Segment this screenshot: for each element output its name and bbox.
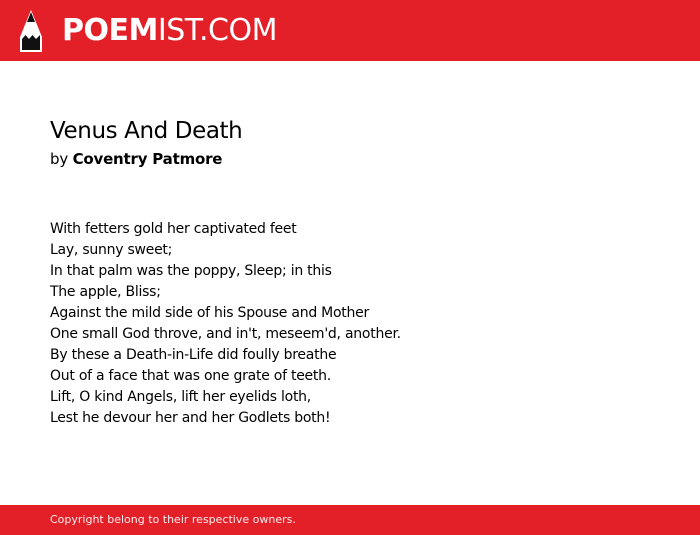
poem-line: By these a Death-in-Life did foully breathe: [50, 347, 337, 363]
pencil-icon[interactable]: [18, 10, 44, 52]
logo-light-text: IST.COM: [157, 13, 277, 48]
by-label: by: [50, 150, 68, 168]
poem-line: The apple, Bliss;: [50, 284, 161, 300]
poem-line: Lift, O kind Angels, lift her eyelids loth,: [50, 389, 312, 405]
logo-bold-text: POEM: [62, 13, 158, 48]
site-footer: [0, 505, 700, 535]
author-name: Coventry Patmore: [72, 150, 223, 168]
poem-line: Against the mild side of his Spouse and Mother: [50, 305, 370, 321]
byline: [50, 149, 222, 169]
site-header: [0, 0, 700, 61]
poem-line: Lest he devour her and her Godlets both!: [50, 410, 331, 426]
poem-line: Out of a face that was one grate of teeth.: [50, 368, 331, 384]
copyright-text: Copyright belong to their respective owners.: [50, 513, 296, 526]
poem-line: One small God throve, and in't, meseem'd, another.: [50, 326, 401, 342]
poem-body: [50, 219, 401, 429]
poem-line: With fetters gold her captivated feet: [50, 221, 297, 237]
site-logo[interactable]: [62, 11, 277, 51]
poem-line: In that palm was the poppy, Sleep; in this: [50, 263, 332, 279]
poem-line: Lay, sunny sweet;: [50, 242, 173, 258]
poem-title: Venus And Death: [50, 118, 243, 144]
